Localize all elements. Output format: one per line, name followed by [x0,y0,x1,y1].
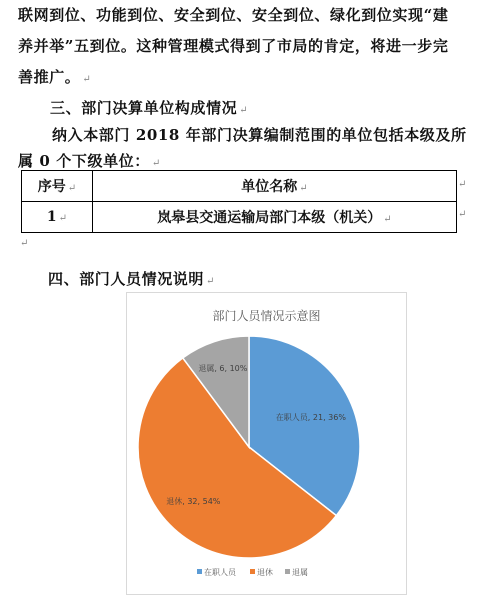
units-table [21,170,457,233]
row-end-mark: ↵ [458,179,467,190]
legend-swatch [250,569,255,574]
pie-svg [127,293,406,594]
body-text-line: 联网到位、功能到位、安全到位、安全到位、绿化到位实现“建 [18,6,449,24]
table-cell: 岚皋县交通运输局部门本级（机关） ↵ [93,202,457,233]
table-header-row [22,171,457,202]
legend-swatch [197,569,202,574]
body-text-line: 纳入本部门 2018 年部门决算编制范围的单位包括本级及所 [52,126,467,144]
body-text-line: 善推广。 ↵ [18,68,92,86]
legend-label: 在职人员 [204,568,236,577]
paragraph-mark: ↵ [239,105,249,116]
section-heading-3: 三、部门决算单位构成情况 ↵ [50,99,249,117]
legend-label: 退休 [257,568,273,577]
body-text-line: 属 0 个下级单位： ↵ [18,152,161,170]
legend-swatch [285,569,290,574]
table-cell: 1 ↵ [22,202,93,233]
slice-data-label: 退属, 6, 10% [198,363,248,373]
slice-data-label: 退休, 32, 54% [166,497,221,507]
paragraph-mark: ↵ [20,238,29,249]
paragraph-mark: ↵ [151,158,161,169]
row-end-mark: ↵ [458,209,467,220]
pie-chart [126,292,407,595]
slice-data-label: 在职人员, 21, 36% [275,412,346,422]
section-heading-4: 四、部门人员情况说明 ↵ [48,270,215,288]
header-cell: 序号 ↵ [22,171,93,202]
body-text-line: 养并举”五到位。这种管理模式得到了市局的肯定，将进一步完 [18,37,449,55]
legend-label: 退属 [292,568,308,577]
header-cell: 单位名称 ↵ [93,171,457,202]
table-row [22,202,457,233]
paragraph-mark: ↵ [82,74,92,85]
chart-title: 部门人员情况示意图 [212,309,321,323]
paragraph-mark: ↵ [206,276,215,287]
